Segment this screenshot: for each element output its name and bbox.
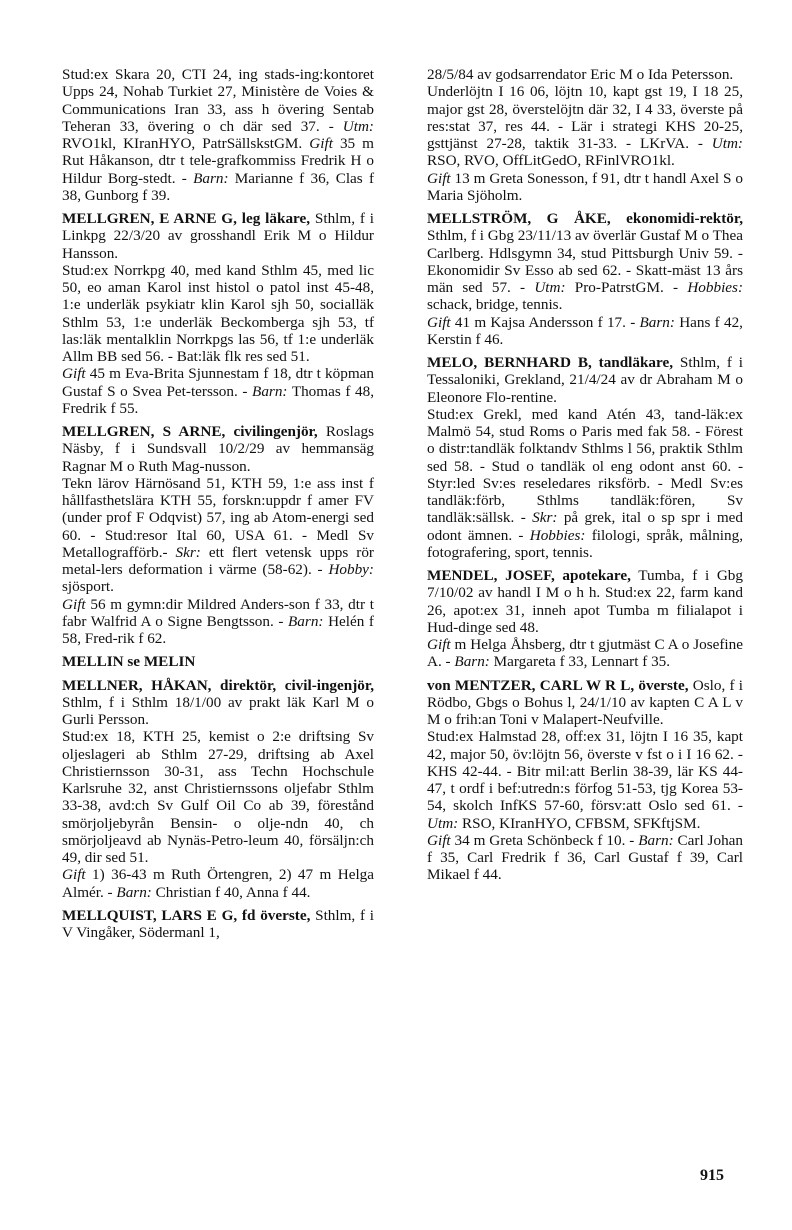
- entry-paragraph: MELLGREN, S ARNE, civilingenjör, Roslags Näsby, f i Sundsvall 10/2/29 av hemmansäg Ragnar M o Ruth Mag-nusson.: [62, 423, 374, 475]
- entry-heading: MENDEL, JOSEF, apotekare,: [427, 567, 631, 584]
- entry-paragraph: MENDEL, JOSEF, apotekare, Tumba, f i Gbg 7/10/02 av handl I M o h h. Stud:ex 22, farm kand 26, apot:ex 31, inneh apot Tumba m filialapot i Hud-dinge sed 48.: [427, 567, 743, 636]
- entry-paragraph: MELLGREN, E ARNE G, leg läkare, Sthlm, f i Linkpg 22/3/20 av grosshandl Erik M o Hildur Hansson.: [62, 210, 374, 262]
- entry-heading: MELO, BERNHARD B, tandläkare,: [427, 354, 674, 371]
- entry-paragraph: Gift 13 m Greta Sonesson, f 91, dtr t handl Axel S o Maria Sjöholm.: [427, 169, 743, 204]
- entry-mellstrom-ake: [427, 210, 743, 348]
- entry-paragraph: Stud:ex Skara 20, CTI 24, ing stads-ing:kontoret Upps 24, Nohab Turkiet 27, Ministère de Voies & Communications Iran 33, ass h övering Sentab Teheran 33, övering o ch där sed 37. - Utm: RVO1kl, KIranHYO, PatrSällskstGM. Gift 35 m Rut Håkanson, dtr t tele-grafkommiss Fredrik H o Hildur Borg-stedt. - Barn: Marianne f 36, Clas f 38, Gunborg f 39.: [62, 66, 374, 204]
- entry-paragraph: Gift m Helga Åhsberg, dtr t gjutmäst C A o Josefine A. - Barn: Margareta f 33, Lennart f 35.: [427, 636, 743, 671]
- entry-heading: MELLGREN, S ARNE, civilingenjör,: [62, 423, 318, 440]
- entry-paragraph: Stud:ex Halmstad 28, off:ex 31, löjtn I 16 35, kapt 42, major 50, öv:löjtn 56, överste v fst o i I 16 62. - KHS 42-44. - Bitr mil:att Berlin 38-39, lär KS 44-47, t ordf i bef:utredn:s förfog 51-53, tjg Korea 53-54, skolch InfKS 57-60, försv:att Oslo sed 61. - Utm: RSO, KIranHYO, CFBSM, SFKftjSM.: [427, 728, 743, 832]
- entry-paragraph: MELLNER, HÅKAN, direktör, civil-ingenjör, Sthlm, f i Sthlm 18/1/00 av prakt läk Karl M o Gurli Persson.: [62, 676, 374, 728]
- entry-von-mentzer-carl: [427, 677, 743, 884]
- entry-mellgren-e-arne: [62, 210, 374, 417]
- right-column: [427, 66, 743, 890]
- entry-heading: von MENTZER, CARL W R L, överste,: [427, 676, 689, 694]
- entry-mendel-josef: [427, 567, 743, 671]
- entry-paragraph: Stud:ex Grekl, med kand Atén 43, tand-läk:ex Malmö 54, stud Roms o Paris med fak 58. - Förest o distr:tandläk folktandv Sthlms l 56, praktik Sthlm sed 58. - Stud o tandläk ol eng odont anst 60. - Styr:led Sv:es reseledares riksförb. - Medl Sv:es tandläk:förb, Sthlms tandläk:fören, Sv tandläk:sällsk. - Skr: på grek, ital o sp spr i med odont ämnen. - Hobbies: filologi, språk, målning, fotografering, sport, tennis.: [427, 405, 743, 561]
- entry-paragraph: von MENTZER, CARL W R L, överste, Oslo, f i Rödbo, Gbgs o Bohus l, 24/1/10 av kapten C A L v M o frih:an Toni v Malapert-Neufville.: [427, 676, 743, 728]
- entry-mellgren-s-arne: [62, 423, 374, 647]
- entry-mellquist-continued: [427, 66, 743, 204]
- entry-heading: MELLSTRÖM, G ÅKE, ekonomidi-rektör,: [427, 210, 743, 227]
- entry-paragraph: Gift 41 m Kajsa Andersson f 17. - Barn: Hans f 42, Kerstin f 46.: [427, 313, 743, 348]
- entry-heading: MELLGREN, E ARNE G, leg läkare,: [62, 210, 311, 227]
- entry-paragraph: MELO, BERNHARD B, tandläkare, Sthlm, f i Tessaloniki, Grekland, 21/4/24 av dr Abraham M o Eleonore Flo-rentine.: [427, 354, 743, 406]
- entry-melo-bernhard: [427, 354, 743, 561]
- entry-mellner-hakan: [62, 677, 374, 901]
- entry-mellquist-lars: [62, 907, 374, 942]
- entry-paragraph: Gift 1) 36-43 m Ruth Örtengren, 2) 47 m Helga Almér. - Barn: Christian f 40, Anna f 44.: [62, 866, 374, 901]
- entry-paragraph: Underlöjtn I 16 06, löjtn 10, kapt gst 19, I 18 25, major gst 28, överstelöjtn där 32, I 4 33, överste på res:stat 37, res 44. - Lär i strategi KHS 20-25, gsttjänst 27-28, taktik 31-33. - LKrVA. - Utm: RSO, RVO, OffLitGedO, RFinlVRO1kl.: [427, 83, 743, 170]
- left-column: [62, 66, 374, 947]
- entry-continued-top-left: [62, 66, 374, 204]
- entry-paragraph: Tekn lärov Härnösand 51, KTH 59, 1:e ass inst f hållfasthetslära KTH 55, forskn:uppdr f amer FV (under prof F Odqvist) 57, ing ab Atom-energi sed 60. - Stud:resor Ital 60, USA 61. - Medl Sv Metallografförb.- Skr: ett flert vetensk upps rör metal-lers deformation i värme (58-62). - Hobby: sjösport.: [62, 474, 374, 596]
- entry-paragraph: MELLSTRÖM, G ÅKE, ekonomidi-rektör, Sthlm, f i Gbg 23/11/13 av överlär Gustaf M o Thea Carlberg. Hdlsgymn 34, stud Pittsburgh Univ 59. - Ekonomidir Sv Esso ab sed 62. - Skatt-mäst 13 års män sed 57. - Utm: Pro-PatrstGM. - Hobbies: schack, bridge, tennis.: [427, 210, 744, 314]
- entry-heading: MELLNER, HÅKAN, direktör, civil-ingenjör,: [62, 676, 374, 694]
- entry-paragraph: Gift 34 m Greta Schönbeck f 10. - Barn: Carl Johan f 35, Carl Fredrik f 36, Carl Gustaf f 39, Carl Mikael f 44.: [427, 831, 743, 884]
- entry-paragraph: MELLQUIST, LARS E G, fd överste, Sthlm, f i V Vingåker, Södermanl 1,: [62, 906, 375, 941]
- entry-paragraph: Stud:ex 18, KTH 25, kemist o 2:e driftsing Sv oljeslageri ab Sthlm 27-29, driftsing ab Axel Christiernsson 30-31, ass Techn Hochschule Karlsruhe 32, anst Christiernssons oljefabr Sthlm 33-38, avd:ch Sv Gulf Oil Co ab 39, förestånd smörjoljebyrån Bensin- o olje-ndn 40, ch smörjoljeavd ab Nynäs-Petro-leum 40, försäljn:ch 49, dir sed 51.: [62, 728, 374, 866]
- entry-paragraph: Gift 56 m gymn:dir Mildred Anders-son f 33, dtr t fabr Walfrid A o Signe Bengtsson. - Barn: Helén f 58, Fred-rik f 62.: [62, 595, 374, 647]
- entry-heading: MELLIN se MELIN: [62, 653, 196, 671]
- entry-paragraph: 28/5/84 av godsarrendator Eric M o Ida Petersson.: [427, 66, 734, 83]
- entry-heading: MELLQUIST, LARS E G, fd överste,: [62, 906, 311, 924]
- entry-paragraph: [62, 653, 374, 670]
- entry-mellin-cross-reference: [62, 653, 374, 670]
- entry-paragraph: Gift 45 m Eva-Brita Sjunnestam f 18, dtr t köpman Gustaf S o Svea Pet-tersson. - Barn: Thomas f 48, Fredrik f 55.: [62, 365, 374, 417]
- entry-paragraph: Stud:ex Norrkpg 40, med kand Sthlm 45, med lic 50, eo aman Karol inst histol o patol inst 45-48, 1:e underläk psykiatr klin Karol sjh 50, socialläk Sthlm 53, 1:e underläk Beckomberga sjh 53, tf las:läk mentalklin Norrkpgs las 56, tf 1:e underläk Allm BB sed 56. - Bat:läk flk res sed 51.: [62, 261, 374, 365]
- page-number: 915: [700, 1167, 724, 1184]
